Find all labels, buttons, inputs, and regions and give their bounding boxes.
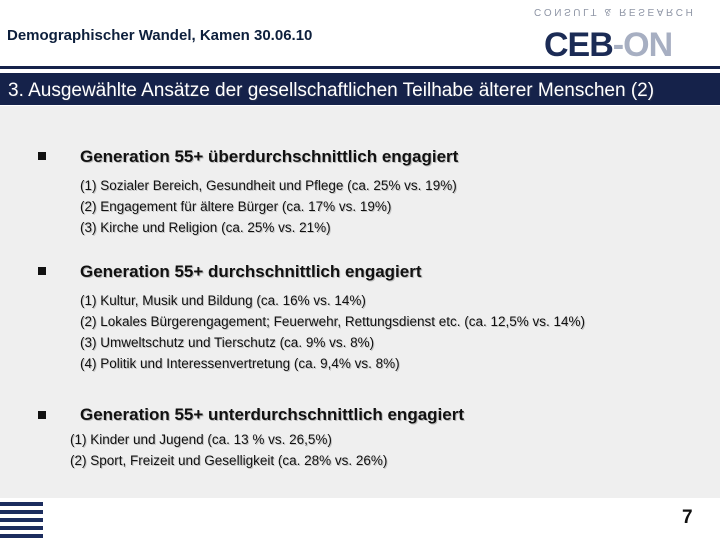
logo-tagline: CONSULT & RESEARCH bbox=[534, 6, 696, 17]
list-item: (1) Kinder und Jugend (ca. 13 % vs. 26,5%) bbox=[70, 432, 332, 447]
list-item: (2) Sport, Freizeit und Geselligkeit (ca. 28% vs. 26%) bbox=[70, 453, 388, 468]
list-item: (1) Sozialer Bereich, Gesundheit und Pflege (ca. 25% vs. 19%) bbox=[80, 178, 457, 193]
list-item: (3) Umweltschutz und Tierschutz (ca. 9% vs. 8%) bbox=[80, 335, 375, 350]
company-logo bbox=[530, 6, 716, 64]
logo-word-part1: CEB bbox=[544, 26, 613, 64]
group-heading-below-average: Generation 55+ unterdurchschnittlich engagiert bbox=[80, 405, 464, 424]
logo-word-part2: -ON bbox=[612, 26, 673, 64]
group-heading-average: Generation 55+ durchschnittlich engagiert bbox=[80, 262, 422, 281]
section-title: 3. Ausgewählte Ansätze der gesellschaftlichen Teilhabe älterer Menschen (2) bbox=[8, 80, 655, 101]
list-item: (2) Lokales Bürgerengagement; Feuerwehr, Rettungsdienst etc. (ca. 12,5% vs. 14%) bbox=[80, 314, 586, 329]
bullet-icon bbox=[38, 152, 46, 160]
list-item: (4) Politik und Interessenvertretung (ca. 9,4% vs. 8%) bbox=[80, 356, 400, 371]
list-item: (2) Engagement für ältere Bürger (ca. 17% vs. 19%) bbox=[80, 199, 392, 214]
list-item: (3) Kirche und Religion (ca. 25% vs. 21%) bbox=[80, 220, 331, 235]
footer-stripes-icon bbox=[0, 502, 44, 538]
header-divider bbox=[0, 66, 720, 69]
header-title: Demographischer Wandel, Kamen 30.06.10 bbox=[7, 27, 313, 44]
bullet-icon bbox=[38, 411, 46, 419]
bullet-icon bbox=[38, 267, 46, 275]
logo-wordmark bbox=[544, 26, 672, 65]
page-number: 7 bbox=[682, 507, 693, 528]
list-item: (1) Kultur, Musik und Bildung (ca. 16% vs. 14%) bbox=[80, 293, 366, 308]
group-heading-above-average: Generation 55+ überdurchschnittlich engagiert bbox=[80, 147, 459, 166]
